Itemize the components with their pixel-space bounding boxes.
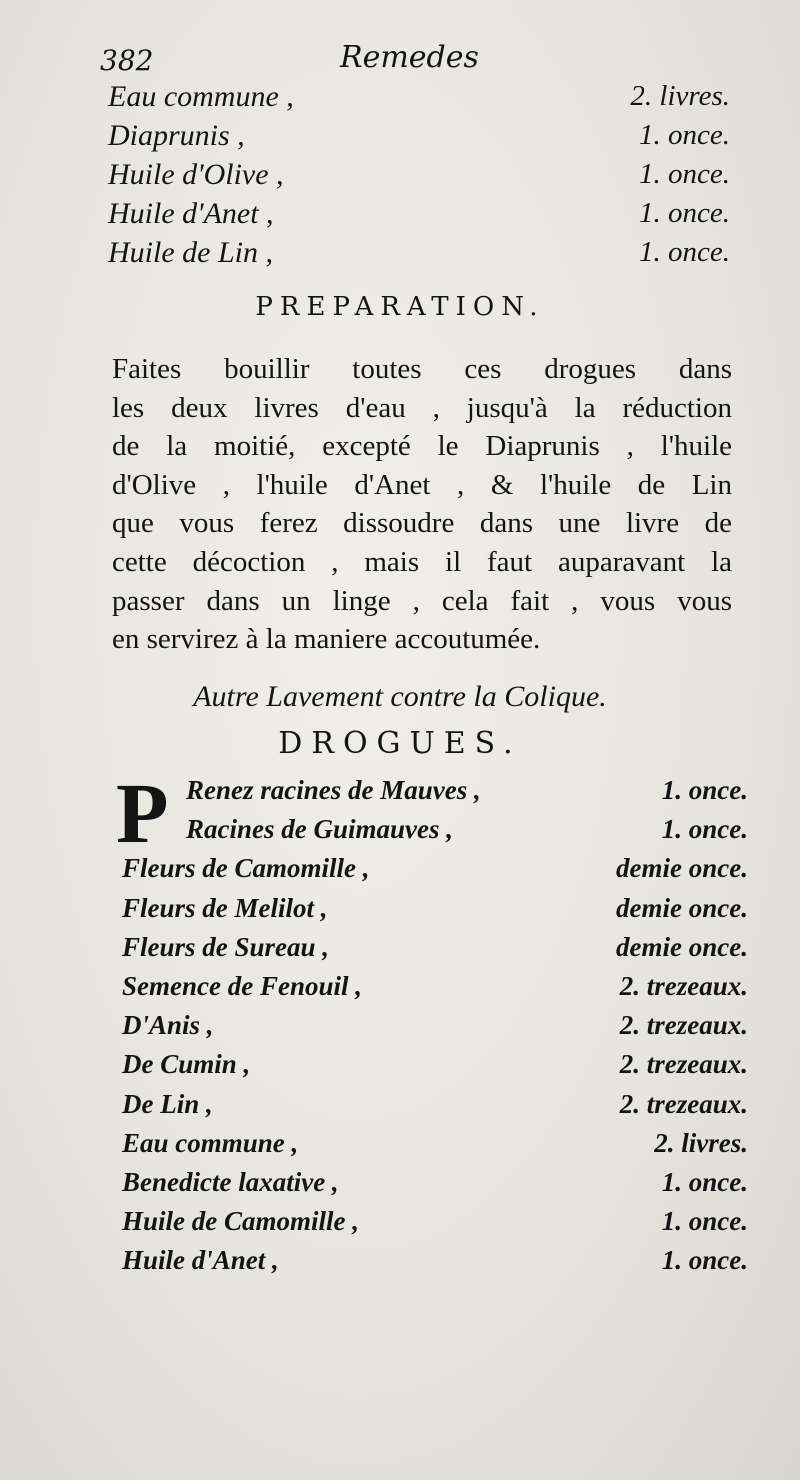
preparation-paragraph — [112, 350, 732, 659]
ingredient-name: Eau commune , — [108, 80, 294, 113]
list-item — [0, 236, 800, 275]
list-item — [0, 119, 800, 158]
ingredient-quantity: 2. trezeaux. — [619, 1088, 748, 1119]
list-item — [0, 971, 800, 1010]
ingredient-name: Huile d'Anet , — [108, 197, 274, 230]
ingredient-quantity: 2. trezeaux. — [619, 1010, 748, 1041]
ingredient-quantity: 1. once. — [661, 775, 748, 805]
ingredient-list-1 — [0, 80, 800, 275]
ingredient-quantity: 1. once. — [661, 1166, 748, 1197]
list-item — [0, 1167, 800, 1206]
drop-cap: P — [116, 765, 169, 861]
ingredient-quantity: 2. livres. — [630, 80, 730, 112]
list-item — [0, 1245, 800, 1284]
ingredient-quantity: 1. once. — [639, 236, 730, 268]
ingredient-name: Huile de Lin , — [108, 236, 273, 269]
list-item — [0, 1128, 800, 1167]
list-item — [0, 853, 800, 892]
ingredient-name: Fleurs de Sureau , — [122, 931, 330, 962]
ingredient-quantity: 2. trezeaux. — [619, 970, 748, 1001]
ingredient-name: Fleurs de Melilot , — [122, 892, 328, 923]
paragraph-line: de la moitié, excepté le Diaprunis , l'huile — [112, 430, 732, 463]
ingredient-quantity: 1. once. — [661, 1245, 748, 1276]
ingredient-name: Benedicte laxative , — [122, 1166, 339, 1197]
running-title: Remedes — [340, 40, 479, 75]
ingredient-quantity: demie once. — [616, 853, 748, 884]
list-item — [0, 80, 800, 119]
ingredient-name: Huile d'Anet , — [122, 1245, 279, 1276]
ingredient-name: Huile de Camomille , — [122, 1206, 359, 1237]
ingredient-name: De Cumin , — [122, 1049, 251, 1080]
ingredient-quantity: demie once. — [616, 931, 748, 962]
recipe-subtitle: Autre Lavement contre la Colique. — [193, 680, 607, 713]
paragraph-line: passer dans un linge , cela fait , vous vous — [112, 584, 732, 617]
ingredient-quantity: 2. livres. — [654, 1127, 748, 1158]
ingredient-name: Diaprunis , — [108, 119, 245, 152]
paragraph-line: les deux livres d'eau , jusqu'à la réduction — [112, 391, 732, 424]
ingredient-name: Fleurs de Camomille , — [122, 853, 370, 884]
paragraph-line: que vous ferez dissoudre dans une livre de — [112, 507, 732, 540]
list-item — [0, 197, 800, 236]
ingredient-name: Renez racines de Mauves , — [186, 775, 481, 805]
paragraph-line: cette décoction , mais il faut auparavant la — [112, 545, 732, 578]
ingredient-quantity: 2. trezeaux. — [619, 1049, 748, 1080]
ingredient-quantity: 1. once. — [661, 1206, 748, 1237]
list-item — [0, 1010, 800, 1049]
ingredient-quantity: 1. once. — [639, 197, 730, 229]
ingredient-name: D'Anis , — [122, 1010, 214, 1041]
list-item — [0, 814, 800, 853]
paragraph-line: d'Olive , l'huile d'Anet , & l'huile de Lin — [112, 468, 732, 501]
drogues-heading: DROGUES. — [278, 726, 522, 761]
page-number: 382 — [100, 44, 154, 77]
list-item — [0, 1049, 800, 1088]
page-header — [0, 40, 800, 80]
ingredient-quantity: 1. once. — [639, 158, 730, 190]
ingredient-name: Huile d'Olive , — [108, 158, 284, 191]
list-item — [0, 893, 800, 932]
ingredient-list-2 — [0, 775, 800, 1284]
list-item — [0, 1089, 800, 1128]
ingredient-name: De Lin , — [122, 1088, 213, 1119]
ingredient-quantity: demie once. — [616, 892, 748, 923]
paragraph-line: Faites bouillir toutes ces drogues dans — [112, 353, 732, 385]
ingredient-name: Eau commune , — [122, 1127, 299, 1158]
preparation-heading: PREPARATION. — [255, 292, 545, 322]
list-item — [0, 932, 800, 971]
ingredient-name: Racines de Guimauves , — [186, 814, 453, 845]
list-item — [0, 1206, 800, 1245]
ingredient-name: Semence de Fenouil , — [122, 970, 362, 1001]
list-item — [0, 158, 800, 197]
ingredient-quantity: 1. once. — [639, 119, 730, 151]
list-item — [0, 775, 800, 814]
ingredient-quantity: 1. once. — [661, 814, 748, 845]
paragraph-line: en servirez à la maniere accoutumée. — [112, 623, 541, 656]
